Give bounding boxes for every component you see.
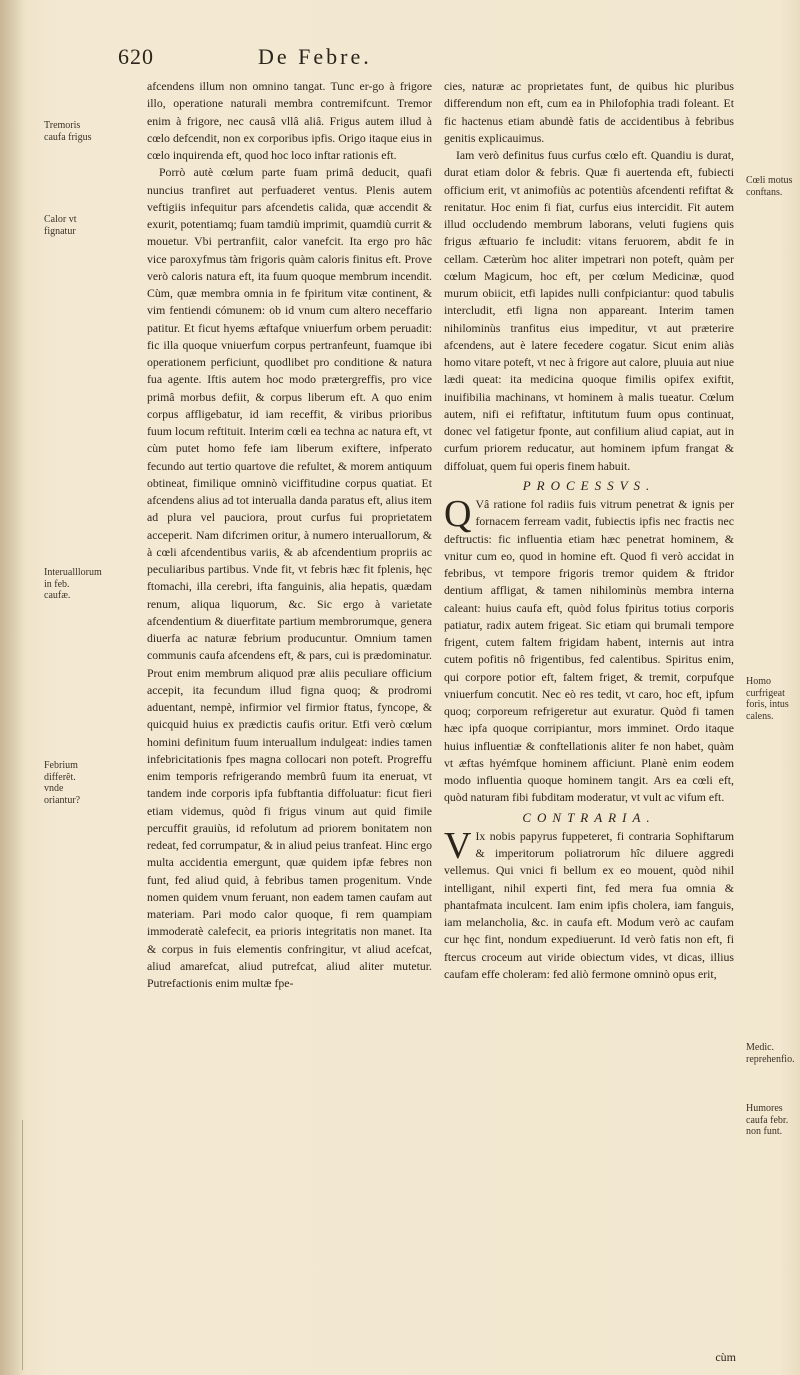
margin-note-calor: Calor vt fignatur	[44, 214, 77, 237]
dropcap-q: Q	[444, 493, 472, 535]
contraria-paragraph	[444, 824, 734, 983]
page-edge-line	[2, 1120, 23, 1370]
margin-note-medic: Medic. reprehenfio.	[746, 1042, 795, 1065]
left-column	[147, 78, 432, 992]
catchword: cùm	[715, 1350, 736, 1364]
right-column	[444, 78, 734, 983]
processus-text: Vâ ratione fol radiis fuis vitrum penetrat & ignis per fornacem ferream vadit, fubiectis ipfis nec fractis nec deftructis: fic influentia etiam hæc penetrat hominem, & vnitur cum eo, quod in homine eft. Quod fi verò accidat in febribus, vt tempore frigoris tremor quidem & ftridor dentium affligat, & tamen nihilominùs membra interna caleant: huius caufa eft, quòd folus fpiritus totius corporis patiatur, radix autem frigeat. Sic etiam qui brumali tempore frigent, cutem faltem frigidam habent, internis aut intra cutem pofitis nô frigentibus, fed calentibus. Spiritus enim, qui corpore potior eft, faltem friget, & tremit, corpufque vniuerfum concutit. Nec eò res tedit, vt caro, hoc eft, ipfum quoq; corporeum refrigeretur aut exuratur. Quòd fi tamen hæc ipfa quoque corripiantur, mors imminet. Ordo itaque huius influentiæ & conftellationis aliter fe non habet, quàm vt æftas hyémfque hominem afficiunt. Planè enim eodem modo influentia quoque hominem tangit. Ars ea cœli eft, quòd naturam fibi fubditam moderatur, vt vult ac vifum eft.	[444, 497, 734, 805]
right-intro-paragraph: cies, naturæ ac proprietates funt, de quibus hic pluribus differendum non eft, cum ea in Philofophia tradi foleant. Et fic hactenus etiam abundè fatis de accidentibus à febribus genitis explicauimus.	[444, 79, 734, 145]
margin-note-interualla: Interualllorum in feb. caufæ.	[44, 567, 102, 601]
left-paragraph-1: afcendens illum non omnino tangat. Tunc er-go à frigore illo, operatione naturali membra contremifcunt. Tremor enim à frigore, nec causâ vllâ aliâ. Frigus autem illud à cœlo defcendit, non ex corporibus ipfis. Origo itaque eius in cœlo inquirenda eft, quod hoc loco inftar rationis eft.	[147, 79, 432, 162]
folio-number: 620	[118, 44, 154, 69]
margin-note-homo: Homo curfrigeat foris, intus calens.	[746, 676, 789, 722]
left-paragraph-2: Porrò autè cœlum parte fuam primâ deducit, quafi nuncius tranfiret aut perfuaderet ventus. Plenis autem veftigiis infequitur pars afcendetis calida, quæ accendit & exurit, potentiamq; fuam tamdiù imprimit, quamdiù currit & mouetur. Vbi pertranfiit, calor vanefcit. Ita ergo pro hâc vice paroxyfmus tàm frigoris quàm caloris finitus eft. Prove verò caloris natura eft, ita fuum quoque membrum incendit. Cùm, quæ membra omnia in fe fpiritum vitæ continent, & vim fentiendi cómunem: ob id vnum cum altero neceffario patitur. Et ficut hyems æftafque vniuerfum orbem peruadit: fic illa quoque vniuerfum corpus pertranfeunt, fuamque ibi operationem perficiunt, quodlibet pro conditione & natura fua agente. Iftis autem hoc modo prætergreffis, pro vice primâ morbus defiit, & corpus liberum eft. A quo enim corpus affligebatur, id iam receffit, & viribus prioribus fuum locum reftituit. Interim cœli ea techna ac natura eft, vt cùm putet homo fefe iam liberum exiftere, infperato fecundo aut tertio quartove die refultet, & morem antiquum obtineat, fimilique omninò viciffitudine corpus quatiat. Et afcendens alius ad tot interualla danda paratus eft, alius item ad plura vel pauciora, prout curfus fui proprietatem acceperit. Nam difcrimen oritur, à numero interuallorum, & à cœli afcendentibus variis, & ab afcendentium propriis ac peculiaribus partibus. Vnde fit, vt febris hæc fit fplenis, hęc ftomachi, illa cerebri, ifta fanguinis, alia hepatis, quædam renum, aliqua liquorum, &c. Sic ergo à varietate afcendentium & diuerfitate partium membrorumque, genera diuerfa ac naturæ febrium producuntur. Omnium tamen communis caufa afcendens eft, & pars, cui is prædominatur. Prout enim membrum aliquod præ aliis peculiare officium accepit, ita fecundum illud figna quoq; & prodromi aduentant, nempè, infirmior vel firmior ftatus, fyncope, & quicquid huius ex prædictis caufis oritur. Etfi verò cœlum homini definitum fuum interuallum indulgeat: indies tamen infebricitationis fpes magna collocari non poteft. Progreffu enim temporis refrigerando membrû fuum ita eneruat, vt tandem inde corporis ipfa fubftantia diffoluatur: ficut fieri etiam videmus, quòd fi frigus vinum aut quid fimile percuffit grauiùs, id refolutum ad priorem bonitatem non redeat, fed corrumpatur, & in aliud peius tranfeat. Hinc ergo multa accidentia emergunt, quæ quidem ipfæ febres non funt, fed aliud quid, à febribus tamen progenitum. Vnde nomen quidem vnum feruant, non eadem tamen caufam aut materiam. Pari modo calor quoque, fi rem quampiam immoderatè calefecit, ea prioris integritatis non manet. Ita & corpus in fuis elementis confringitur, vt aliud acefcat, aliud amarefcat, aliud putrefcat, aliud aliter mutetur. Putrefactionis enim multæ fpe-	[147, 165, 432, 990]
margin-note-humores: Humores caufa febr. non funt.	[746, 1103, 789, 1137]
margin-note-tremor: Tremoris caufa frigus	[44, 120, 92, 143]
processus-paragraph	[444, 493, 734, 807]
running-title: De Febre.	[258, 44, 372, 69]
margin-note-febrium: Febrium differêt. vnde oriantur?	[44, 760, 81, 806]
contraria-text: Ix nobis papyrus fuppeteret, fi contraria Sophiftarum & imperitorum poliatrorum hîc diluere aggredi vellemus. Qui vnici fi bellum ex eo mouent, quòd nihil intelligant, nihil experti fint, fed mera fua omnia & phantafmata inculcent. Iam enim ipfis cholera, iam fanguis, iam melancholia, &c. in caufa eft. Modum verò ac caufam cur hęc fint, nondum expediuerunt. Id verò fatis non eft, fi ftercus croceum aut viride obiectum vides, vt dicas, illius caufam effe choleram: fed aliò fermone omninò opus erit,	[444, 828, 734, 981]
page-header	[118, 44, 760, 74]
heading-contraria: CONTRARIA.	[522, 809, 656, 825]
heading-processus: PROCESSVS.	[522, 477, 656, 493]
margin-note-coeli-motus: Cœli motus conftans.	[746, 175, 793, 198]
dropcap-v: V	[444, 824, 472, 867]
right-body-paragraph: Iam verò definitus fuus curfus cœlo eft. Quandiu is durat, durat etiam dolor & febris. Quæ fi auertenda eft, fubiecti officium erit, vt animofiùs ac potentiùs afcendenti refiftat & renitatur. Hoc enim fi fiat, curfus eius intercidit. Fit autem illud occludendo membrum laborans, veluti fugiens quis frigus æftuario fe includit: vitans feruorem, abdit fe in cellam. Cæterùm hoc aliter impetrari non poteft, quàm per cœlum Magicum, hoc eft, per cœlum Medicinæ, quod murum obiicit, etfi lapides nulli confpiciantur: quod tabulis intercludit, etfi ligna non appareant. Interim tamen nihilominùs tranfitus eius impeditur, vt aut præterire afcendens, aut è latere fecedere cogatur. Sicut enim aliàs homo vitare poteft, vt nec à frigore aut calore, pluuia aut niue lædi queat: ita medicina quoque fimilis opifex exiftit, inuifibilia machinans, vt hominem à malis tueatur. Cœlum autem, nifi ei refiftatur, inftitutum fuum opus continuat, donec vel fatigetur fponte, aut confilium aliud capiat, aut in curfum priorem reducatur, aut hominem ipfum frangat & diffoluat, quem fui operis finem habuit.	[444, 148, 734, 473]
